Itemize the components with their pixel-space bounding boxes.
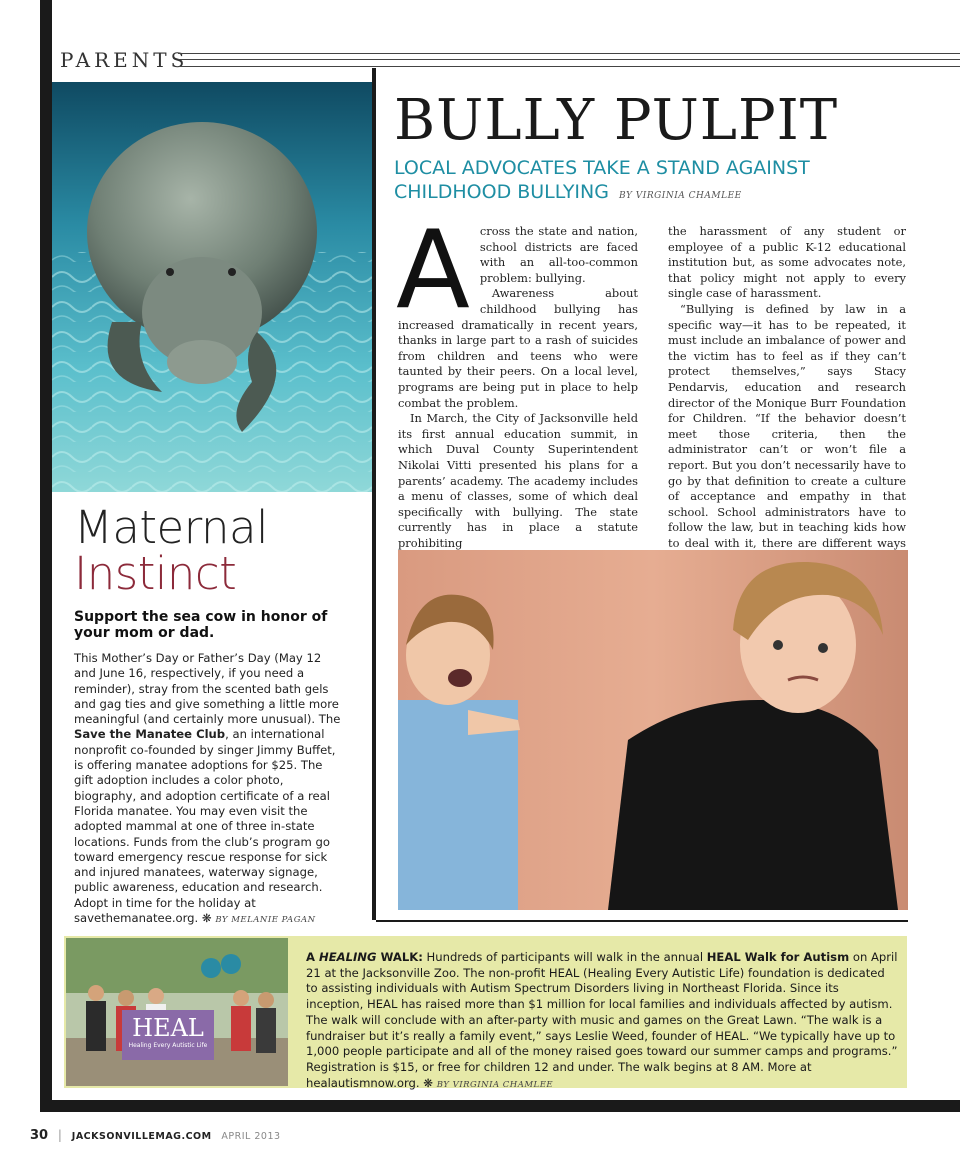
heal-text-2: on April 21 at the Jacksonville Zoo. The non-profit HEAL (Healing Every Autistic Life) foundation is dedicated to assisting individuals with Autism Spectrum Disorders living in Northeast Florida. Since its inception, HEAL has raised more than $1 million for local families and individuals affected by autism. The walk will conclude with an after-party with music and games on the Great Lawn. “The walk is a fundraiser but it’s really a family event,” says Leslie Weed, founder of HEAL. “We typically have up to 1,000 people participate and all of the money raised goes toward our summer camps and programs.” Registration is $15, or free for children 12 and under. The walk begins at 8 AM. More at healautismnow.org. (306, 950, 898, 1090)
sidebar-subhead: Support the sea cow in honor of your mom or dad. (74, 609, 328, 641)
sidebar-article (74, 501, 344, 928)
article-paragraph: “Bullying is defined by law in a specific way—it has to be repeated, it must include an imbalance of power and the victim has to feel as if they can’t protect themselves,” says Stacy Pendarvis, education and research director of the Monique Burr Foundation for Children. “If the behavior doesn’t meet those criteria, then the administrator can’t or won’t file a report. But you don’t necessarily have to go by that definition to create a culture of acceptance and empathy in that school. School administrators have to follow the law, but in teaching kids how to deal with it, there are different ways (668, 301, 906, 550)
heal-banner-title: HEAL (132, 1014, 204, 1042)
article-deck-text: LOCAL ADVOCATES TAKE A STAND AGAINST CHILDHOOD BULLYING (394, 157, 810, 203)
heal-text-1: Hundreds of participants will walk in the annual (422, 950, 707, 964)
heal-banner-subtitle: Healing Every Autistic Life (128, 1042, 208, 1049)
article-paragraph: cross the state and nation, school districts are faced with an all-too-common problem: bullying. (479, 224, 638, 285)
sidebar-body (74, 651, 344, 928)
article-paragraph: the harassment of any student or employee of a public K-12 educational institution but, as some advocates note, that policy might not apply to every single case of harassment. (668, 224, 906, 301)
heal-byline: BY VIRGINIA CHAMLEE (436, 1079, 554, 1090)
heal-banner (122, 1010, 214, 1060)
sidebar-body-bold: Save the Manatee Club (74, 727, 226, 742)
sidebar-title-line1: Maternal (74, 501, 269, 554)
page-number: 30 (30, 1128, 49, 1143)
issue-date: APRIL 2013 (221, 1131, 281, 1142)
manatee-photo (52, 82, 372, 492)
bottom-border-bar (40, 1100, 960, 1112)
drop-cap: A (396, 208, 470, 333)
heal-walk-photo (66, 938, 288, 1086)
heal-lead-italic: HEALING (319, 950, 377, 964)
boys-photo (398, 550, 908, 910)
folio-separator: | (57, 1128, 62, 1142)
article-column-1 (396, 208, 638, 551)
sidebar-byline: BY MELANIE PAGAN (215, 915, 316, 926)
article-byline: BY VIRGINIA CHAMLEE (619, 191, 742, 201)
page-folio (30, 1128, 281, 1143)
heal-event-name: HEAL Walk for Autism (706, 950, 850, 964)
article-paragraph: In March, the City of Jacksonville held its first annual education summit, in which Duval County Superintendent Nikolai Vitti presented his plans for a parents’ academy. The academy includes a menu of classes, some of which deal specifically with bullying. The state currently has in place a statute prohibiting (398, 411, 638, 550)
row-divider (376, 920, 908, 922)
website-url: JACKSONVILLEMAG.COM (71, 1131, 212, 1142)
heal-lead (306, 950, 423, 964)
end-mark-icon: ❋ (201, 911, 212, 926)
section-rule-lines (178, 53, 960, 67)
section-label: PARENTS (60, 48, 189, 72)
sidebar-body-text-1: This Mother’s Day or Father’s Day (May 12 and June 16, respectively, if you need a reminder), stray from the scented bath gels and gag ties and give something a little more meaningful (and certainly more unusual). The (74, 651, 341, 727)
article-column-2 (668, 224, 906, 567)
sidebar-title (74, 501, 344, 600)
left-border-bar (40, 0, 52, 1112)
heal-lead-a: A (306, 950, 320, 964)
heal-callout-text (306, 950, 898, 1093)
article-headline: BULLY PULPIT (394, 88, 839, 153)
heal-lead-c: WALK: (376, 950, 423, 964)
article-deck (394, 156, 914, 208)
sidebar-body-text-2: , an international nonprofit co-founded by singer Jimmy Buffet, is offering manatee adoptions for $25. The gift adoption includes a color photo, biography, and adoption certificate of a real Florida manatee. You may even visit the adopted mammal at one of three in-state locations. Funds from the club’s program go toward emergency rescue response for sick and injured manatees, waterway signage, public awareness, education and research. Adopt in time for the holiday at savethemanatee.org. (74, 727, 336, 926)
column-divider (372, 68, 376, 920)
article-paragraph: Awareness about childhood bullying has increased dramatically in recent years, thanks in large part to a rash of suicides from children and teens who were taunted by their peers. On a local level, programs are being put in place to help combat the problem. (398, 286, 638, 410)
end-mark-icon: ❋ (423, 1075, 434, 1090)
sidebar-title-line2: Instinct (74, 547, 237, 600)
